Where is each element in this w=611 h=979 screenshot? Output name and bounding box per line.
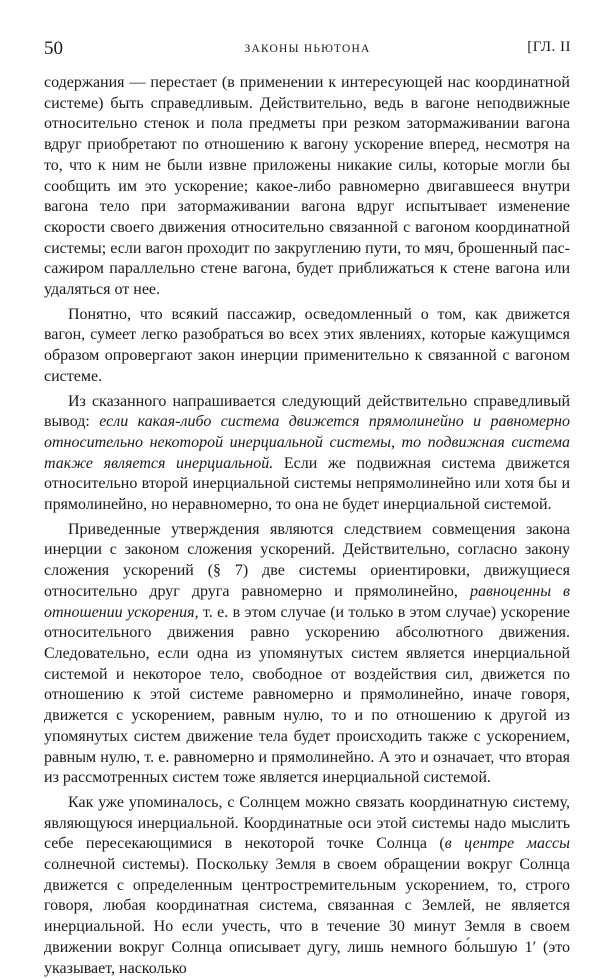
chapter-reference: [ГЛ. II — [527, 39, 571, 55]
italic-emphasis: равноценны в отношении ускорения, — [44, 582, 570, 621]
paragraph-text: содержания — перестает (в применении к интересующей нас координатной системе) быть справедливым. Действительно, ведь в вагоне неподвижные относительно стенок и пола предметы при резком затормаживании вагона вдруг приобретают по отношению к вагону ускорение вперед, несмотря на то, что к ним не были извне приложены никакие силы, которые могли бы сообщить им это ускорение; какое-либо равномерно двигавшееся внутри вагона тело при затормаживании вагона вдруг испытывает изменение скорости своего движения относительно связанной с вагоном координатной системы; если вагон проходит по закруглению пути, то мяч, брошенный пассажиром параллельно стене вагона, будет приближаться к стене вагона или удаляться от нее. — [44, 74, 570, 299]
paragraph — [44, 305, 570, 388]
italic-emphasis: в центре массы — [444, 835, 570, 853]
running-head — [44, 38, 571, 58]
paragraph-text: солнечной системы). Поскольку Земля в своем обращении вокруг Солнца движется с определенным центростремительным ускорением, то, строго говоря, любая координатная система, связанная с Землей, не является инерциальной. Но если учесть, что в течение 30 минут Земля в своем движении вокруг Солнца описывает дугу, лишь немного бо́льшую 1′ (это указывает, насколько — [44, 856, 570, 977]
body-text — [44, 73, 570, 979]
paragraph — [44, 520, 570, 789]
running-title: ЗАКОНЫ НЬЮТОНА — [244, 43, 371, 55]
paragraph-text: Из сказанного напрашивается следующий действительно справедливый вывод: — [44, 392, 570, 431]
paragraph-text: Приведенные утверждения являются следствием совмещения закона инерции с законом сложения ускорений. Действительно, согласно закону сложения ускорений (§ 7) две системы ориентировки, движущиеся относительно друг друга равномерно и прямолинейно, — [44, 520, 570, 600]
paragraph-text: Понятно, что всякий пассажир, осведомленный о том, как движется вагон, сумеет легко разобраться во всех этих явлениях, которые кажущимся образом опровергают закон инерции применительно к связанной с вагоном системе. — [44, 305, 570, 385]
paragraph-text: Как уже упоминалось, с Солнцем можно связать координатную систему, являющуюся инерциальной. Координатные оси этой системы надо мыслить себе пересекающимися в некоторой точке Солнца ( — [44, 793, 570, 853]
paragraph — [44, 793, 570, 979]
italic-emphasis: если какая-либо система движется прямолинейно и равномерно относительно некоторой инерциальной системы, то подвижная система также является инерциальной. — [44, 413, 570, 472]
paragraph — [44, 73, 570, 301]
paragraph-text: Если же подвижная система движется относительно второй инерциальной системы непрямолинейно или хотя бы и прямолинейно, но неравномерно, то она не будет инерциальной системой. — [44, 454, 570, 514]
page-number: 50 — [44, 38, 63, 59]
paragraph — [44, 392, 570, 516]
paragraph-text: т. е. в этом случае (и только в этом случае) ускорение относительного движения равно ускорению абсолютного движения. Следовательно, если одна из упомянутых систем является инерциальной системой и некоторое тело, свободное от воздействия сил, движется по отношению к этой системе равномерно и прямолинейно, иначе говоря, движется с ускорением, равным нулю, то и по отношению к другой из упомянутых систем движение тела будет происходить также с ускорением, равным нулю, т. е. равномерно и прямолинейно. А это и означает, что вторая из рассмотренных систем тоже является инерциальной системой. — [44, 603, 571, 787]
